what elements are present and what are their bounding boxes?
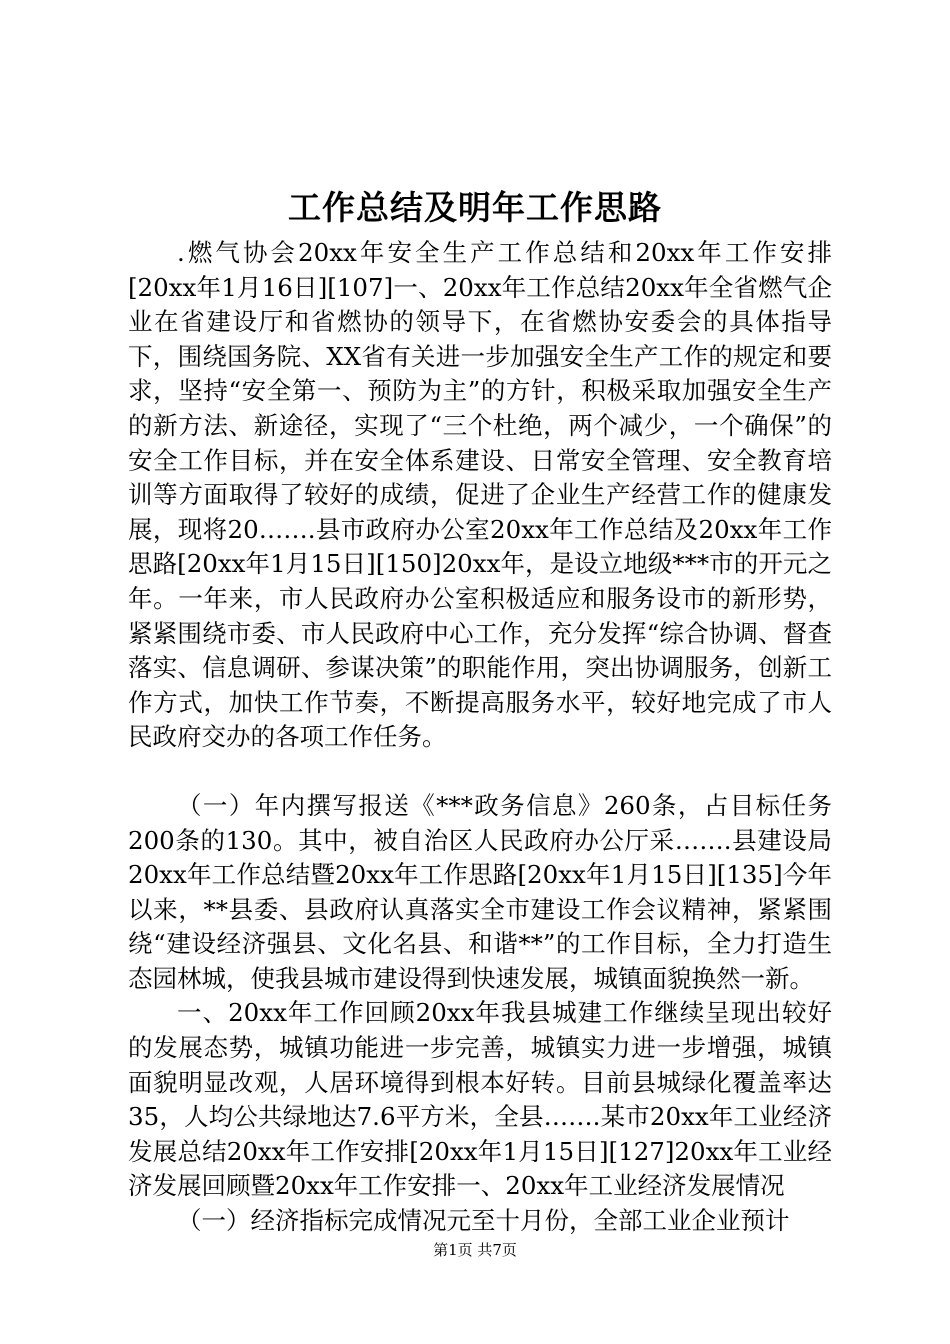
paragraph-2: （一）年内撰写报送《***政务信息》260条，占目标任务200条的130。其中，被自治区人民政府办公厅采…….县建设局20xx年工作总结暨20xx年工作思路[20xx年1月15日][135]今年以来，**县委、县政府认真落实全市建设工作会议精神，紧紧围绕“建设经济强县、文化名县、和谐**”的工作目标，全力打造生态园林城，使我县城市建设得到快速发展，城镇面貌换然一新。 [128, 790, 832, 993]
page-number-footer: 第1页 共7页 [433, 1241, 517, 1259]
document-title: 工作总结及明年工作思路 [288, 188, 662, 227]
paragraph-3: 一、20xx年工作回顾20xx年我县城建工作继续呈现出较好的发展态势，城镇功能进一步完善，城镇实力进一步增强，城镇面貌明显改观，人居环境得到根本好转。目前县城绿化覆盖率达35，人均公共绿地达7.6平方米，全县…….某市20xx年工业经济发展总结20xx年工作安排[20xx年1月15日][127]20xx年工业经济发展回顾暨20xx年工作安排一、20xx年工业经济发展情况 [128, 998, 832, 1201]
document-body [128, 236, 832, 1239]
paragraph-4: （一）经济指标完成情况元至十月份，全部工业企业预计 [177, 1206, 790, 1236]
paragraph-1: .燃气协会20xx年安全生产工作总结和20xx年工作安排[20xx年1月16日][107]一、20xx年工作总结20xx年全省燃气企业在省建设厅和省燃协的领导下，在省燃协安委会的具体指导下，围绕国务院、XX省有关进一步加强安全生产工作的规定和要求，坚持“安全第一、预防为主”的方针，积极采取加强安全生产的新方法、新途径，实现了“三个杜绝，两个减少，一个确保”的安全工作目标，并在安全体系建设、日常安全管理、安全教育培训等方面取得了较好的成绩，促进了企业生产经营工作的健康发展，现将20…….县市政府办公室20xx年工作总结及20xx年工作思路[20xx年1月15日][150]20xx年，是设立地级***市的开元之年。一年来，市人民政府办公室积极适应和服务设市的新形势，紧紧围绕市委、市人民政府中心工作，充分发挥“综合协调、督查落实、信息调研、参谋决策”的职能作用，突出协调服务，创新工作方式，加快工作节奏，不断提高服务水平，较好地完成了市人民政府交办的各项工作任务。 [128, 238, 832, 752]
